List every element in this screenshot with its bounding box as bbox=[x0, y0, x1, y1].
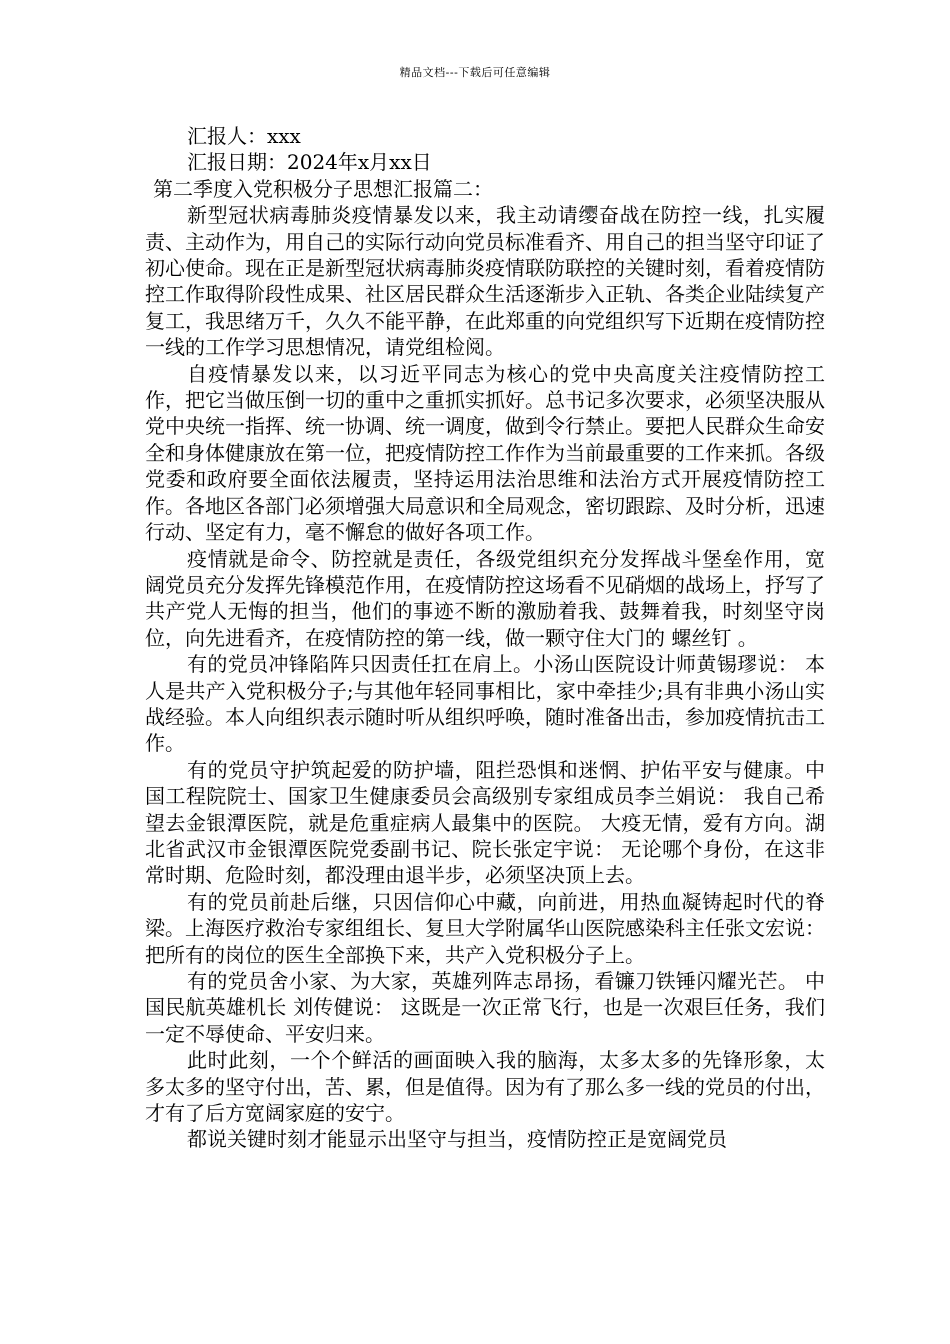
paragraph-6: 有的党员前赴后继，只因信仰心中藏，向前进，用热血凝铸起时代的脊梁。上海医疗救治专家组组长、复旦大学附属华山医院感染科主任张文宏说： 把所有的岗位的医生全部换下来，共产入党积极分子上。 bbox=[145, 889, 825, 967]
report-date-line: 汇报日期：2024年x月xx日 bbox=[187, 150, 432, 175]
paragraph-1: 新型冠状病毒肺炎疫情暴发以来，我主动请缨奋战在防控一线，扎实履责、主动作为，用自己的实际行动向党员标准看齐、用自己的担当坚守印证了初心使命。现在正是新型冠状病毒肺炎疫情联防联控的关键时刻，看着疫情防控工作取得阶段性成果、社区居民群众生活逐渐步入正轨、各类企业陆续复产复工，我思绪万千，久久不能平静，在此郑重的向党组织写下近期在疫情防控一线的工作学习思想情况，请党组检阅。 bbox=[145, 203, 825, 360]
paragraph-5: 有的党员守护筑起爱的防护墙，阻拦恐惧和迷惘、护佑平安与健康。中国工程院院士、国家卫生健康委员会高级别专家组成员李兰娟说： 我自己希望去金银潭医院，就是危重症病人最集中的医院。 大疫无情，爱有方向。湖北省武汉市金银潭医院党委副书记、院长张定宇说： 无论哪个身份，在这非常时期、危险时刻，都没理由退半步，必须坚决顶上去。 bbox=[145, 757, 825, 888]
paragraph-7: 有的党员舍小家、为大家，英雄列阵志昂扬，看镰刀铁锤闪耀光芒。 中国民航英雄机长 刘传健说： 这既是一次正常飞行，也是一次艰巨任务，我们一定不辱使命、平安归来。 bbox=[145, 969, 825, 1046]
paragraph-8: 此时此刻，一个个鲜活的画面映入我的脑海，太多太多的先锋形象，太多太多的坚守付出，苦、累，但是值得。因为有了那么多一线的党员的付出，才有了后方宽阔家庭的安宁。 bbox=[145, 1048, 825, 1126]
paragraph-2: 自疫情暴发以来，以习近平同志为核心的党中央高度关注疫情防控工作，把它当做压倒一切的重中之重抓实抓好。总书记多次要求，必须坚决服从党中央统一指挥、统一协调、统一调度，做到令行禁止。要把人民群众生命安全和身体健康放在第一位，把疫情防控工作作为当前最重要的工作来抓。各级党委和政府要全面依法履责，坚持运用法治思维和法治方式开展疫情防控工作。各地区各部门必须增强大局意识和全局观念，密切跟踪、及时分析，迅速行动、坚定有力，毫不懈怠的做好各项工作。 bbox=[145, 361, 825, 545]
paragraph-9: 都说关键时刻才能显示出坚守与担当，疫情防控正是宽阔党员 bbox=[187, 1127, 727, 1152]
reporter-line: 汇报人：xxx bbox=[187, 124, 301, 148]
paragraph-4: 有的党员冲锋陷阵只因责任扛在肩上。小汤山医院设计师黄锡璆说： 本人是共产入党积极分子;与其他年轻同事相比，家中牵挂少;具有非典小汤山实战经验。本人向组织表示随时听从组织呼唤，随时准备出击，参加疫情抗击工作。 bbox=[145, 652, 825, 756]
document-body bbox=[145, 123, 825, 1153]
paragraph-3: 疫情就是命令、防控就是责任，各级党组织充分发挥战斗堡垒作用，宽阔党员充分发挥先锋模范作用，在疫情防控这场看不见硝烟的战场上，抒写了共产党人无悔的担当，他们的事迹不断的激励着我、鼓舞着我，时刻坚守岗位，向先进看齐，在疫情防控的第一线，做一颗守住大门的 螺丝钉 。 bbox=[145, 546, 825, 650]
page-header: 精品文档---下载后可任意编辑 bbox=[399, 66, 551, 79]
section-title: 第二季度入党积极分子思想汇报篇二： bbox=[153, 176, 493, 201]
